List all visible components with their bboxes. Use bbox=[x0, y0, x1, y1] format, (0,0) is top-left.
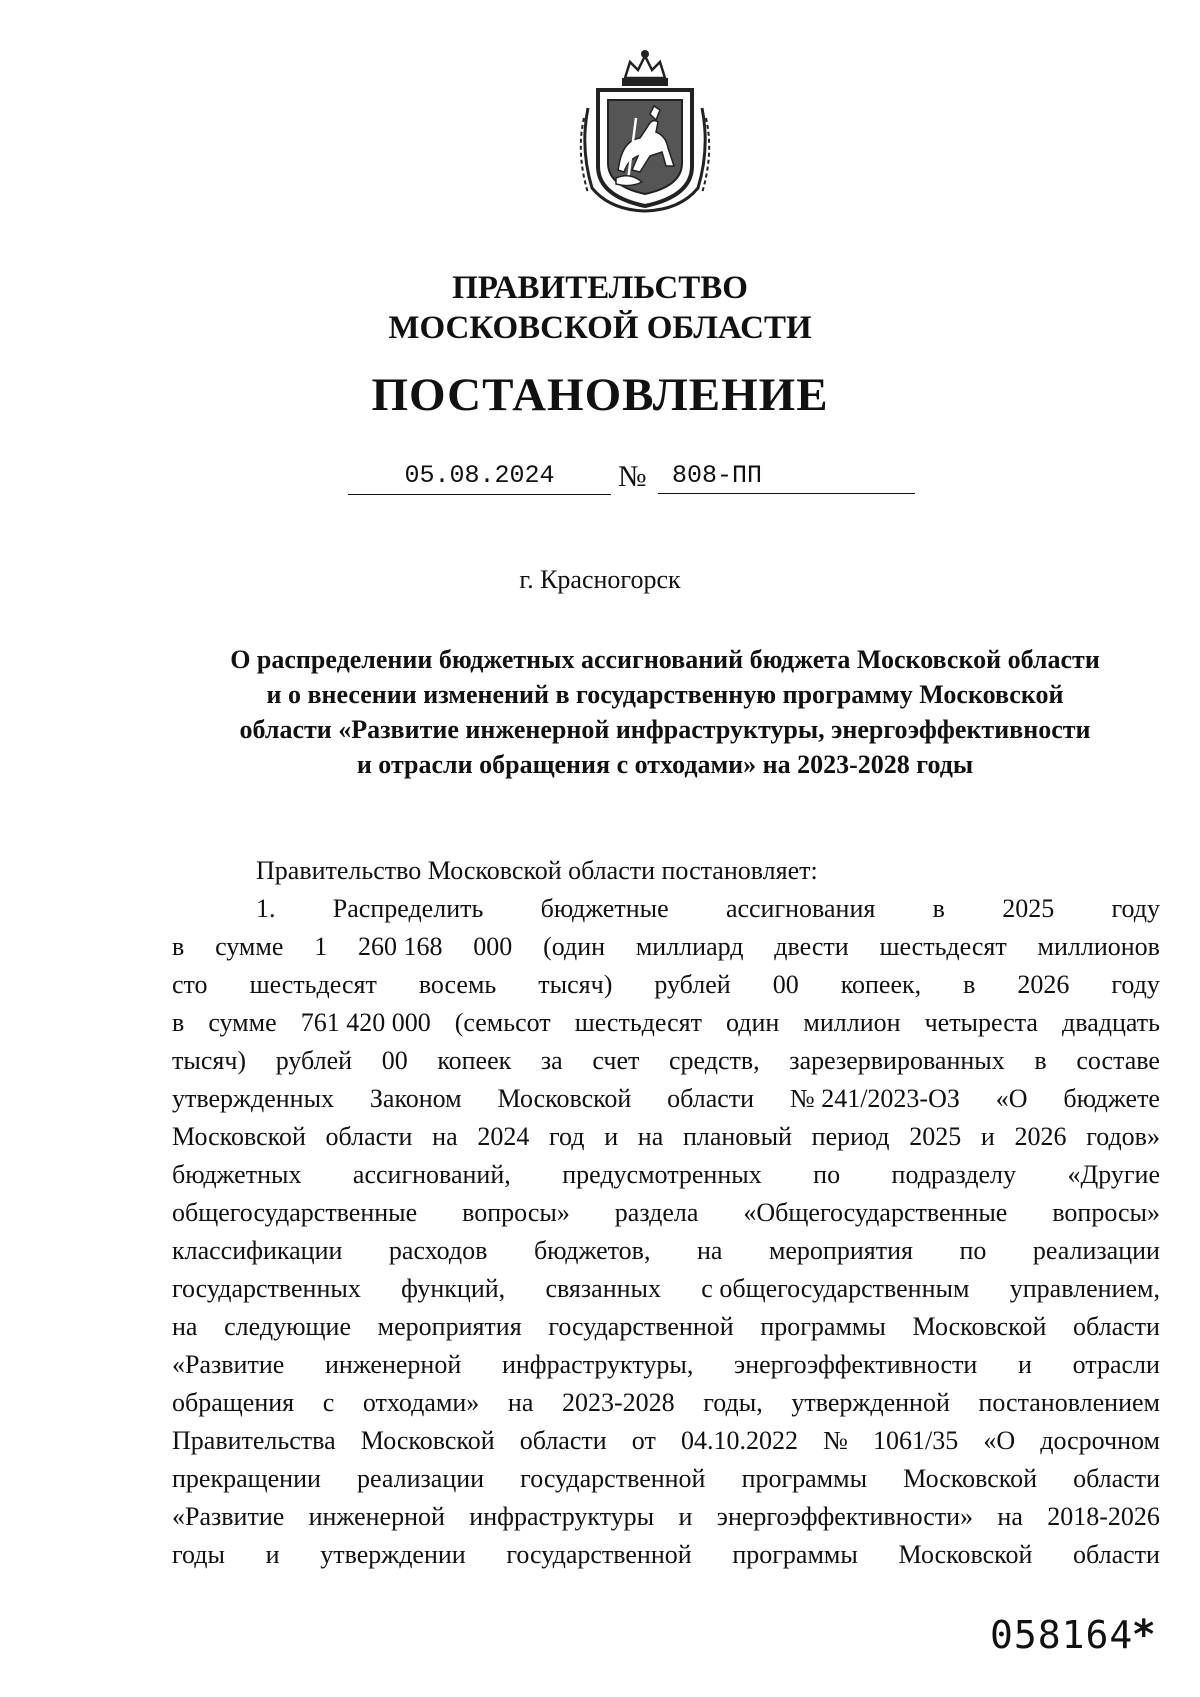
body-word: 04.10.2022 bbox=[680, 1426, 798, 1455]
body-line bbox=[172, 1042, 1160, 1080]
body-word: связанных bbox=[545, 1274, 661, 1303]
body-line bbox=[172, 928, 1160, 966]
body-word: составе bbox=[1076, 1046, 1160, 1075]
body-word: плановый bbox=[682, 1122, 792, 1151]
body-word: тысяч) bbox=[538, 970, 613, 999]
body-word: и bbox=[265, 1540, 280, 1569]
body-word: зарезервированных bbox=[789, 1046, 1005, 1075]
body-word: на bbox=[432, 1122, 458, 1151]
body-word: и bbox=[980, 1122, 995, 1151]
body-word: годы, bbox=[703, 1388, 763, 1417]
body-word: классификации bbox=[172, 1236, 343, 1265]
body-word: счет bbox=[592, 1046, 640, 1075]
body-word: Московской bbox=[903, 1464, 1037, 1493]
body-line bbox=[172, 1270, 1160, 1308]
body-word: на bbox=[696, 1236, 723, 1265]
body-word: государственных bbox=[172, 1274, 361, 1303]
body-word: отходами» bbox=[362, 1388, 480, 1417]
body-word: шестьдесят bbox=[879, 932, 1007, 961]
body-word: 2026 bbox=[1014, 1122, 1067, 1151]
body-word: инженерной bbox=[324, 1350, 462, 1379]
body-line bbox=[172, 1232, 1160, 1270]
body-word: досрочном bbox=[1040, 1426, 1160, 1455]
government-name-line2: МОСКОВСКОЙ ОБЛАСТИ bbox=[388, 310, 812, 346]
document-body bbox=[172, 852, 1160, 1574]
body-word: в bbox=[963, 970, 976, 999]
body-line bbox=[172, 890, 1160, 928]
body-word: ассигнований, bbox=[352, 1160, 511, 1189]
body-word: № bbox=[823, 1426, 848, 1455]
body-word: Московской bbox=[497, 1084, 632, 1113]
body-word: сумме bbox=[208, 1008, 277, 1037]
number-sign: № bbox=[618, 460, 647, 493]
body-word: годов» bbox=[1086, 1122, 1160, 1151]
body-line bbox=[172, 1422, 1160, 1460]
body-word: с общегосударственным bbox=[701, 1274, 970, 1303]
body-word: и bbox=[604, 1122, 619, 1151]
body-intro: Правительство Московской области постановляет: bbox=[256, 856, 818, 885]
document-title bbox=[170, 642, 1160, 782]
body-word: бюджетные bbox=[540, 894, 669, 923]
body-word: (семьсот bbox=[454, 1008, 551, 1037]
body-word: отрасли bbox=[1072, 1350, 1160, 1379]
body-word: утверждении bbox=[320, 1540, 466, 1569]
body-word: утвержденных bbox=[172, 1084, 335, 1113]
body-word: шестьдесят bbox=[249, 970, 377, 999]
body-word: предусмотренных bbox=[562, 1160, 762, 1189]
body-word: области bbox=[667, 1084, 755, 1113]
body-word: восемь bbox=[418, 970, 497, 999]
body-word: 2025 bbox=[909, 1122, 962, 1151]
body-line bbox=[172, 1156, 1160, 1194]
body-word: 00 bbox=[381, 1046, 408, 1075]
body-word: копеек bbox=[437, 1046, 512, 1075]
body-word: (один bbox=[543, 932, 606, 961]
body-word: обращения bbox=[172, 1388, 295, 1417]
body-word: шестьдесят bbox=[574, 1008, 702, 1037]
body-word: сто bbox=[172, 970, 208, 999]
body-word: на bbox=[172, 1312, 198, 1341]
body-word: 2024 bbox=[477, 1122, 530, 1151]
body-word: 2018-2026 bbox=[1047, 1502, 1160, 1531]
body-word: мероприятия bbox=[768, 1236, 913, 1265]
body-word: на bbox=[997, 1502, 1023, 1531]
body-word: расходов bbox=[388, 1236, 488, 1265]
body-word: 1061/35 bbox=[873, 1426, 959, 1455]
body-word: области bbox=[1073, 1464, 1160, 1493]
body-word: 761 420 000 bbox=[300, 1008, 431, 1037]
body-word: в bbox=[1034, 1046, 1047, 1075]
body-word: четыреста bbox=[924, 1008, 1038, 1037]
serial-number: 058164 bbox=[990, 1613, 1134, 1657]
document-type-heading: ПОСТАНОВЛЕНИЕ bbox=[371, 369, 829, 421]
body-word: один bbox=[726, 1008, 780, 1037]
body-line bbox=[172, 1536, 1160, 1574]
body-word: по bbox=[959, 1236, 987, 1265]
body-word: Московской bbox=[912, 1312, 1047, 1341]
body-word: году bbox=[1111, 970, 1160, 999]
body-word: и bbox=[1018, 1350, 1032, 1379]
body-word: утвержденной bbox=[791, 1388, 950, 1417]
body-line bbox=[172, 1194, 1160, 1232]
body-word: управлением, bbox=[1009, 1274, 1160, 1303]
body-word: программы bbox=[760, 1312, 886, 1341]
document-number: 808-ПП bbox=[658, 462, 915, 494]
body-word: за bbox=[540, 1046, 563, 1075]
star-icon: * bbox=[1133, 1612, 1156, 1658]
body-word: бюджете bbox=[1063, 1084, 1160, 1113]
body-line bbox=[172, 1004, 1160, 1042]
body-word: 00 bbox=[772, 970, 799, 999]
body-word: 1. bbox=[256, 894, 276, 923]
body-word: № 241/2023-ОЗ bbox=[789, 1084, 960, 1113]
body-word: подразделу bbox=[891, 1160, 1017, 1189]
body-word: Московской bbox=[360, 1426, 495, 1455]
body-word: раздела bbox=[614, 1198, 699, 1227]
body-word: государственной bbox=[520, 1464, 706, 1493]
body-word: общегосударственные bbox=[172, 1198, 418, 1227]
body-word: двадцать bbox=[1062, 1008, 1160, 1037]
moscow-region-coat-of-arms-icon bbox=[570, 48, 720, 213]
body-word: копеек, bbox=[840, 970, 922, 999]
document-date: 05.08.2024 bbox=[348, 462, 611, 495]
body-word: год bbox=[549, 1122, 585, 1151]
body-paragraph bbox=[172, 890, 1160, 1574]
body-word: годы bbox=[172, 1540, 225, 1569]
body-line bbox=[172, 1460, 1160, 1498]
body-word: Законом bbox=[369, 1084, 462, 1113]
body-word: 000 bbox=[473, 932, 513, 961]
body-word: 2025 bbox=[1002, 894, 1055, 923]
body-word: году bbox=[1111, 894, 1160, 923]
body-word: миллионов bbox=[1037, 932, 1160, 961]
body-word: инфраструктуры bbox=[469, 1502, 655, 1531]
body-word: период bbox=[811, 1122, 890, 1151]
body-line bbox=[172, 966, 1160, 1004]
body-word: инфраструктуры, bbox=[501, 1350, 694, 1379]
body-word: области bbox=[1073, 1312, 1160, 1341]
body-word: энергоэффективности» bbox=[716, 1502, 974, 1531]
body-word: 2023-2028 bbox=[562, 1388, 675, 1417]
body-word: Распределить bbox=[332, 894, 484, 923]
body-word: «Другие bbox=[1067, 1160, 1160, 1189]
body-line bbox=[172, 1118, 1160, 1156]
body-word: области bbox=[325, 1122, 413, 1151]
body-word: миллиард bbox=[635, 932, 744, 961]
body-word: 2026 bbox=[1017, 970, 1070, 999]
body-word: «О bbox=[983, 1426, 1016, 1455]
title-line: области «Развитие инженерной инфраструктуры, энергоэффективности bbox=[239, 715, 1091, 744]
body-word: на bbox=[507, 1388, 534, 1417]
title-line: О распределении бюджетных ассигнований бюджета Московской области bbox=[230, 645, 1100, 674]
body-word: «Развитие bbox=[172, 1502, 285, 1531]
body-word: программы bbox=[741, 1464, 868, 1493]
body-word: реализации bbox=[1032, 1236, 1160, 1265]
body-word: тысяч) bbox=[172, 1046, 247, 1075]
body-line bbox=[172, 1498, 1160, 1536]
body-word: вопросы» bbox=[1052, 1198, 1160, 1227]
body-word: «Общегосударственные bbox=[743, 1198, 1008, 1227]
body-word: программы bbox=[732, 1540, 858, 1569]
body-word: энергоэффективности bbox=[734, 1350, 978, 1379]
body-word: и bbox=[678, 1502, 693, 1531]
body-word: следующие bbox=[224, 1312, 351, 1341]
body-word: в bbox=[932, 894, 945, 923]
serial-number-stamp bbox=[990, 1612, 1155, 1658]
body-word: постановлением bbox=[978, 1388, 1160, 1417]
body-word: от bbox=[631, 1426, 656, 1455]
body-word: области bbox=[519, 1426, 607, 1455]
body-line bbox=[172, 1080, 1160, 1118]
body-word: рублей bbox=[654, 970, 731, 999]
body-word: «Развитие bbox=[172, 1350, 285, 1379]
body-line bbox=[172, 1384, 1160, 1422]
body-word: 1 bbox=[314, 932, 328, 961]
body-word: Правительства bbox=[172, 1426, 336, 1455]
body-word: реализации bbox=[357, 1464, 485, 1493]
body-word: сумме bbox=[215, 932, 284, 961]
body-word: области bbox=[1073, 1540, 1160, 1569]
body-word: функций, bbox=[401, 1274, 506, 1303]
body-word: «О bbox=[995, 1084, 1028, 1113]
city-line: г. Красногорск bbox=[519, 565, 681, 594]
body-word: ассигнования bbox=[725, 894, 876, 923]
body-word: средств, bbox=[669, 1046, 760, 1075]
body-word: в bbox=[172, 1008, 185, 1037]
body-word: вопросы» bbox=[462, 1198, 570, 1227]
body-word: государственной bbox=[548, 1312, 734, 1341]
body-word: государственной bbox=[506, 1540, 692, 1569]
title-line: и отрасли обращения с отходами» на 2023-2028 годы bbox=[356, 750, 974, 779]
body-word: Московской bbox=[172, 1122, 306, 1151]
body-word: 260 168 bbox=[357, 932, 443, 961]
body-word: Московской bbox=[898, 1540, 1033, 1569]
body-word: прекращении bbox=[172, 1464, 321, 1493]
body-word: миллион bbox=[803, 1008, 901, 1037]
body-word: рублей bbox=[275, 1046, 353, 1075]
body-word: в bbox=[172, 932, 185, 961]
body-word: на bbox=[637, 1122, 664, 1151]
body-word: бюджетных bbox=[172, 1160, 302, 1189]
body-word: инженерной bbox=[308, 1502, 445, 1531]
body-word: мероприятия bbox=[377, 1312, 522, 1341]
body-word: бюджетов, bbox=[533, 1236, 651, 1265]
body-line bbox=[172, 1308, 1160, 1346]
body-word: с bbox=[322, 1388, 335, 1417]
body-line bbox=[172, 1346, 1160, 1384]
government-name-line1: ПРАВИТЕЛЬСТВО bbox=[452, 270, 748, 306]
body-word: по bbox=[813, 1160, 841, 1189]
title-line: и о внесении изменений в государственную программу Московской bbox=[266, 680, 1064, 709]
body-word: двести bbox=[774, 932, 849, 961]
